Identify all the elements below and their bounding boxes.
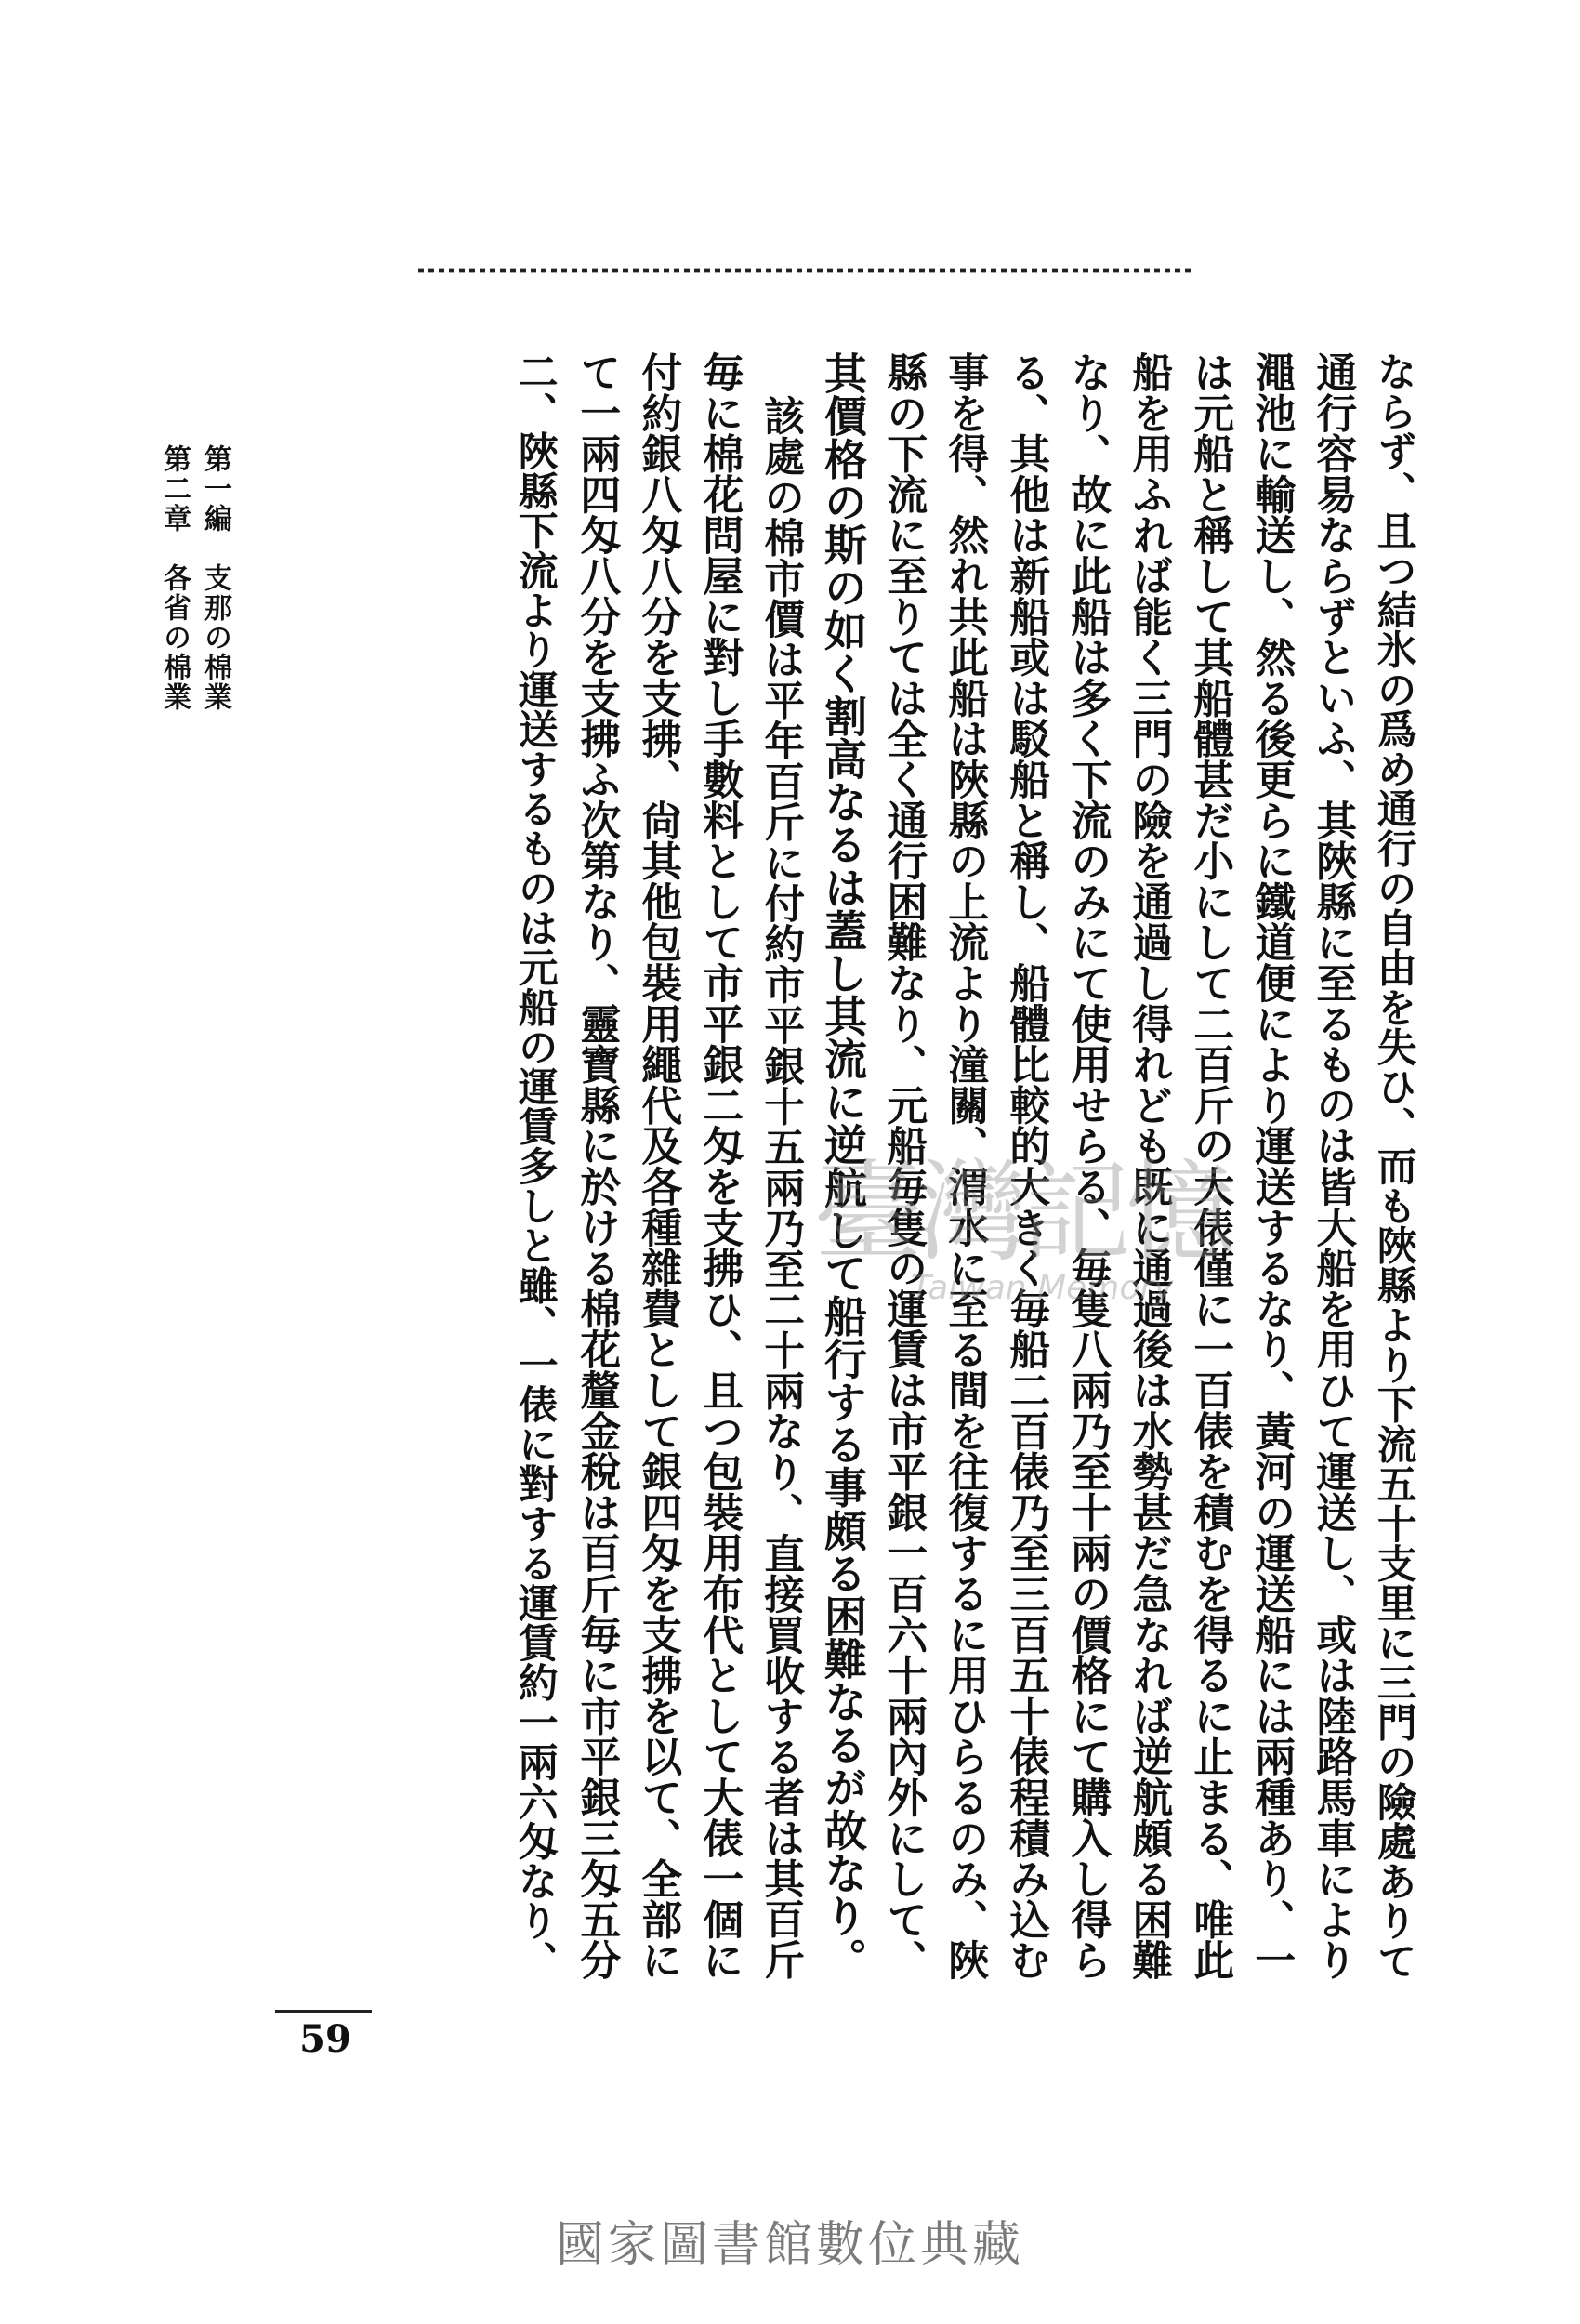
running-head-chapter: 第二章 各省の棉業: [158, 444, 191, 712]
text-line: 事を得、然れ共此船は陜縣の上流より潼關、渭水に至る間を往復するに用ひらるのみ、陜: [941, 351, 989, 1980]
text-line: 通行容易ならずといふ、其陜縣に至るものは皆大船を用ひて運送し、或は陸路馬車により: [1309, 351, 1357, 1980]
text-line: る、其他は新船或は駁船と稱し、船體比較的大きく毎船二百俵乃至三百五十俵程積み込む: [1002, 351, 1050, 1980]
text-line: 毎に棉花問屋に對し手數料として市平銀二匁を支拂ひ、且つ包裝用布代として大俵一個に: [695, 351, 744, 1980]
text-line: なり、故に此船は多く下流のみにて使用せらる、毎隻八兩乃至十兩の價格にて購入し得ら: [1063, 351, 1112, 1980]
watermark-logo-text: 臺灣記憶: [813, 1148, 1231, 1276]
text-line: 該處の棉市價は平年百斤に付約市平銀十五兩乃至二十兩なり、直接買收する者は其百斤: [757, 395, 805, 1980]
watermark-logo: [813, 1148, 1259, 1315]
text-line: 澠池に輸送し、然る後更らに鐵道便により運送するなり、黃河の運送船には兩種あり、一: [1247, 351, 1296, 1980]
text-line: は元船と稱して其船體甚だ小にして二百斤の大俵僅に一百俵を積むを得るに止まる、唯此: [1186, 351, 1234, 1980]
running-head: [153, 444, 235, 712]
text-line: て一兩四匁八分を支拂ふ次第なり、靈寶縣に於ける棉花釐金稅は百斤毎に市平銀三匁五分: [573, 351, 621, 1980]
watermark-subtitle: Taiwan Memory: [911, 1269, 1174, 1307]
text-line: 縣の下流に至りては全く通行困難なり、元船毎隻の運賃は市平銀一百六十兩內外にして、: [879, 351, 928, 1980]
text-line: ならず、且つ結氷の爲め通行の自由を失ひ、而も陜縣より下流五十支里に三門の險處ありて: [1370, 351, 1417, 1980]
top-wavy-rule: [418, 265, 1194, 276]
running-head-part: 第一編 支那の棉業: [199, 444, 231, 712]
page-number: 59: [299, 2017, 351, 2061]
text-line: 二、陜縣下流より運送するものは元船の運賃多しと雖、一俵に對する運賃約一兩六匁なり、: [511, 351, 559, 1980]
footer-caption: 國家圖書館數位典藏: [555, 2217, 1024, 2273]
page-number-rule: [275, 2010, 372, 2013]
text-line: 船を用ふれば能く三門の險を通過し得れども既に通過後は水勢甚だ急なれば逆航頗る困難: [1125, 351, 1173, 1980]
text-line: 其價格の斯の如く割高なるは蓋し其流に逆航して船行する事頗る困難なるが故なり。: [818, 351, 869, 1980]
text-line: 付約銀八匁八分を支拂、尙其他包裝用繩代及各種雜費として銀四匁を支拂を以て、全部に: [634, 351, 682, 1980]
